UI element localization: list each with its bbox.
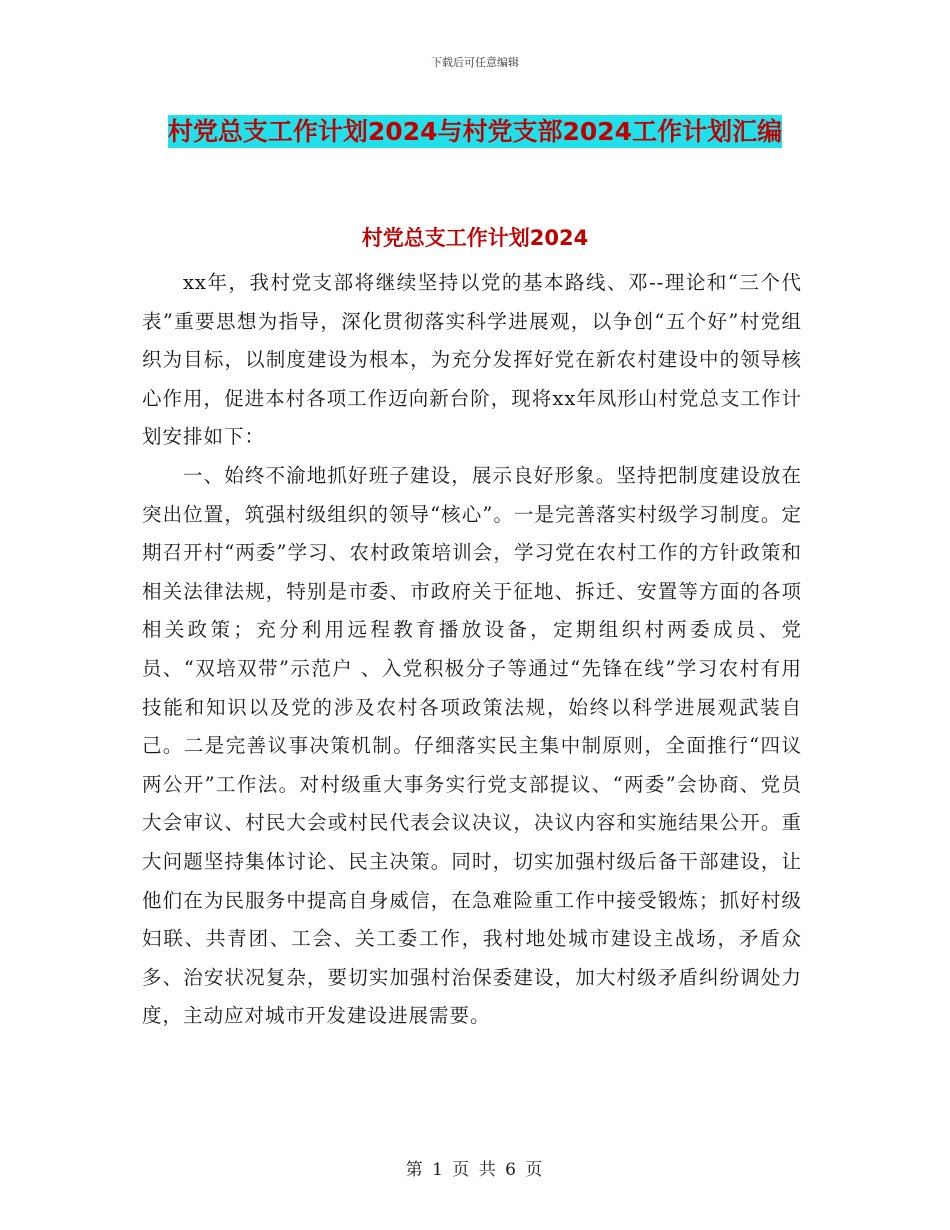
paragraph-section-one: 一、始终不渝地抓好班子建设，展示良好形象。坚持把制度建设放在突出位置，筑强村级组织的领导“核心”。一是完善落实村级学习制度。定期召开村“两委”学习、农村政策培训会，学习党在农村工作的方针政策和相关法律法规，特别是市委、市政府关于征地、拆迁、安置等方面的各项相关政策；充分利用远程教育播放设备，定期组织村两委成员、党员、“双培双带”示范户 、入党积极分子等通过“先锋在线”学习农村有用技能和知识以及党的涉及农村各项政策法规，始终以科学进展观武装自己。二是完善议事决策机制。仔细落实民主集中制原则，全面推行“四议两公开”工作法。对村级重大事务实行党支部提议、“两委”会协商、党员大会审议、村民大会或村民代表会议决议，决议内容和实施结果公开。重大问题坚持集体讨论、民主决策。同时，切实加强村级后备干部建设，让他们在为民服务中提高自身威信，在急难险重工作中接受锻炼；抓好村级妇联、共青团、工会、关工委工作，我村地处城市建设主战场，矛盾众多、治安状况复杂，要切实加强村治保委建设，加大村级矛盾纠纷调处力度，主动应对城市开发建设进展需要。 [142,463,802,1028]
paragraph-intro: xx年，我村党支部将继续坚持以党的基本路线、邓--理论和“三个代表”重要思想为指导，深化贯彻落实科学进展观，以争创“五个好”村党组织为目标，以制度建设为根本，为充分发挥好党在新农村建设中的领导核心作用，促进本村各项工作迈向新台阶，现将xx年凤形山村党总支工作计划安排如下： [142,271,802,449]
header-note: 下载后可任意编辑 [431,56,519,69]
document-title [140,108,810,156]
section-title: 村党总支工作计划2024 [361,226,589,250]
document-body [142,264,802,1036]
document-title-text: 村党总支工作计划2024与村党支部2024工作计划汇编 [167,117,783,146]
page-number-footer: 第 1 页 共 6 页 [405,1160,545,1180]
